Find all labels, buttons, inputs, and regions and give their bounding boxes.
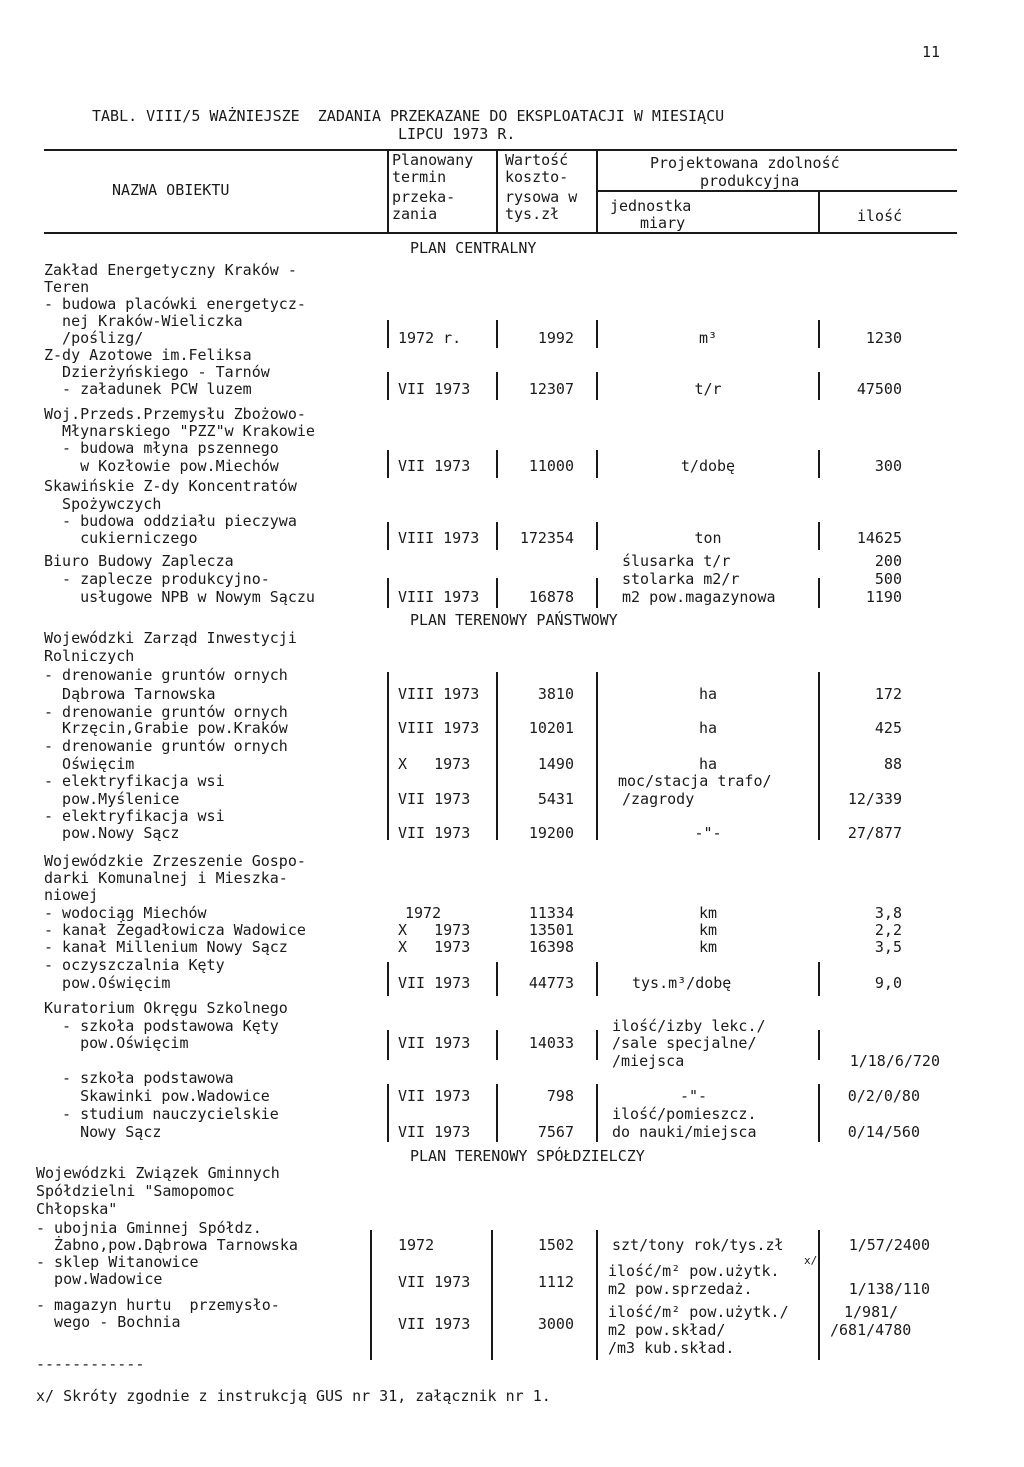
row-sep (596, 1230, 598, 1360)
unit: stolarka m2/r (622, 570, 740, 588)
term: VIII 1973 (398, 529, 480, 547)
row-sep (491, 1230, 493, 1360)
header-sep-4 (818, 192, 820, 232)
term: VIII 1973 (398, 685, 480, 703)
name-line: - szkoła podstawowa Kęty (44, 1017, 279, 1035)
value: 7567 (537, 1123, 574, 1141)
quantity: 14625 (856, 529, 902, 547)
unit: -"- (694, 824, 722, 842)
name-line: pow.Myślenice (44, 790, 180, 808)
name-line: Dzierżyńskiego - Tarnów (44, 363, 270, 381)
value: 11334 (528, 904, 574, 922)
term: X 1973 (398, 921, 471, 939)
name-line: - budowa oddziału pieczywa (44, 512, 297, 530)
row-sep (387, 672, 389, 840)
quantity: 27/877 (847, 824, 902, 842)
row-sep (387, 1084, 389, 1142)
term: VII 1973 (398, 824, 471, 842)
unit: m³ (698, 329, 718, 347)
unit: -"- (680, 1087, 708, 1105)
value: 14033 (528, 1034, 574, 1052)
unit: km (698, 938, 718, 956)
unit: /miejsca (612, 1052, 685, 1070)
name-line: pow.Oświęcim (44, 1034, 189, 1052)
name-line: Wojewódzki Zarząd Inwestycji (44, 629, 297, 647)
row-sep (596, 1030, 598, 1060)
quantity: 0/2/0/80 (847, 1087, 920, 1105)
unit: ślusarka t/r (622, 552, 731, 570)
name-line: Rolniczych (44, 647, 135, 665)
value: 1502 (537, 1236, 574, 1254)
name-line: - sklep Witanowice (36, 1253, 199, 1271)
header-term-2: termin (392, 168, 447, 186)
quantity: 2,2 (874, 921, 902, 939)
unit: ha (698, 719, 718, 737)
name-line: Krzęcin,Grabie pow.Kraków (44, 719, 288, 737)
row-sep (818, 962, 820, 996)
header-sep-2 (496, 151, 498, 232)
unit: ilość/pomieszcz. (612, 1105, 757, 1123)
term: VII 1973 (398, 380, 471, 398)
name-line: - magazyn hurtu przemysło- (36, 1296, 280, 1314)
name-line: usługowe NPB w Nowym Sączu (44, 588, 315, 606)
name-line: Biuro Budowy Zaplecza (44, 552, 234, 570)
value: 16398 (528, 938, 574, 956)
term: VII 1973 (398, 1034, 471, 1052)
unit: tys.m³/dobę (632, 974, 732, 992)
term: 1972 (405, 904, 442, 922)
name-line: Kuratorium Okręgu Szkolnego (44, 999, 288, 1017)
header-top-rule (44, 149, 957, 151)
page-number: 11 (922, 43, 941, 61)
footnote: x/ Skróty zgodnie z instrukcją GUS nr 31, załącznik nr 1. (36, 1387, 551, 1405)
header-value-1: Wartość (505, 151, 569, 169)
row-sep (370, 1230, 372, 1360)
name-line: - drenowanie gruntów ornych (44, 666, 288, 684)
name-line: Zakład Energetyczny Kraków - (44, 261, 297, 279)
table-title: TABL. VIII/5 WAŻNIEJSZE ZADANIA PRZEKAZANE DO EKSPLOATACJI W MIESIĄCU (92, 107, 725, 125)
row-sep (596, 962, 598, 996)
term: VII 1973 (398, 1087, 471, 1105)
quantity: 1/981/ (844, 1303, 899, 1321)
quantity: 172 (874, 685, 902, 703)
header-value-3: rysowa w (505, 188, 578, 206)
name-line: Wojewódzki Związek Gminnych (36, 1164, 280, 1182)
term: VII 1973 (398, 974, 471, 992)
value: 10201 (528, 719, 574, 737)
name-line: - drenowanie gruntów ornych (44, 703, 288, 721)
name-line: - budowa placówki energetycz- (44, 295, 306, 313)
name-line: Oświęcim (44, 755, 135, 773)
value: 798 (546, 1087, 574, 1105)
name-line: Skawińskie Z-dy Koncentratów (44, 477, 297, 495)
name-line: Skawinki pow.Wadowice (44, 1087, 270, 1105)
name-line: Młynarskiego "PZZ"w Krakowie (44, 422, 315, 440)
quantity: 3,8 (874, 904, 902, 922)
header-sep-1 (387, 151, 389, 232)
quantity: 1190 (865, 588, 902, 606)
unit: ton (694, 529, 722, 547)
footnote-mark: x/ (804, 1254, 818, 1267)
name-line: Żabno,pow.Dąbrowa Tarnowska (36, 1236, 298, 1254)
unit: ilość/m² pow.użytk. (608, 1262, 780, 1280)
quantity: 1230 (865, 329, 902, 347)
term: VII 1973 (398, 1315, 471, 1333)
unit: /sale specjalne/ (612, 1034, 757, 1052)
term: VIII 1973 (398, 719, 480, 737)
term: 1972 (398, 1236, 435, 1254)
row-sep (818, 578, 820, 608)
unit: m2 pow.sprzedaż. (608, 1280, 753, 1298)
header-value-4: tys.zł (505, 205, 560, 223)
name-line: - elektryfikacja wsi (44, 807, 225, 825)
capacity-subrule (598, 190, 957, 192)
term: VII 1973 (398, 1123, 471, 1141)
section-plan-spoldzielczy: PLAN TERENOWY SPÓŁDZIELCZY (410, 1147, 645, 1165)
name-line: - zaplecze produkcyjno- (44, 570, 270, 588)
quantity: 1/18/6/720 (849, 1052, 940, 1070)
header-term-4: zania (392, 205, 438, 223)
name-line: pow.Oświęcim (44, 974, 171, 992)
quantity: 47500 (856, 380, 902, 398)
unit: t/r (694, 380, 722, 398)
unit: ha (698, 755, 718, 773)
name-line: - oczyszczalnia Kęty (44, 956, 225, 974)
name-line: Nowy Sącz (44, 1123, 162, 1141)
section-plan-centralny: PLAN CENTRALNY (410, 239, 537, 257)
name-line: pow.Nowy Sącz (44, 824, 180, 842)
name-line: - kanał Millenium Nowy Sącz (44, 938, 288, 956)
name-line: Dąbrowa Tarnowska (44, 685, 216, 703)
quantity: 9,0 (874, 974, 902, 992)
row-sep (818, 372, 820, 400)
unit: /m3 kub.skład. (608, 1339, 735, 1357)
name-line: darki Komunalnej i Mieszka- (44, 869, 288, 887)
name-line: Woj.Przeds.Przemysłu Zbożowo- (44, 405, 306, 423)
row-sep (387, 1030, 389, 1060)
name-line: - załadunek PCW luzem (44, 380, 252, 398)
name-line: Teren (44, 278, 90, 296)
name-line: Chłopska" (36, 1200, 118, 1218)
name-line: niowej (44, 886, 99, 904)
name-line: - budowa młyna pszennego (44, 439, 279, 457)
header-capacity-2: produkcyjna (700, 172, 800, 190)
row-sep (818, 320, 820, 348)
row-sep (387, 320, 389, 348)
name-line: nej Kraków-Wieliczka (44, 312, 243, 330)
row-sep (387, 522, 389, 550)
unit: szt/tony rok/tys.zł (612, 1236, 784, 1254)
header-sep-3 (596, 151, 598, 232)
name-line: wego - Bochnia (36, 1313, 181, 1331)
name-line: Z-dy Azotowe im.Feliksa (44, 346, 252, 364)
name-line: - wodociąg Miechów (44, 904, 207, 922)
name-line: /poślizg/ (44, 329, 144, 347)
unit: m2 pow.magazynowa (622, 588, 776, 606)
value: 13501 (528, 921, 574, 939)
value: 12307 (528, 380, 574, 398)
quantity: 300 (874, 457, 902, 475)
name-line: Spółdzielni "Samopomoc (36, 1182, 235, 1200)
value: 3000 (537, 1315, 574, 1333)
name-line: - szkoła podstawowa (44, 1069, 234, 1087)
header-unit-2: miary (640, 214, 686, 232)
row-sep (818, 450, 820, 478)
row-sep (387, 372, 389, 400)
section-plan-terenowy: PLAN TERENOWY PAŃSTWOWY (410, 611, 618, 629)
value: 5431 (537, 790, 574, 808)
row-sep (596, 1084, 598, 1142)
name-line: cukierniczego (44, 529, 198, 547)
header-term-3: przeka- (392, 188, 456, 206)
name-line: pow.Wadowice (36, 1270, 163, 1288)
unit: /zagrody (622, 790, 695, 808)
term: VII 1973 (398, 457, 471, 475)
term: X 1973 (398, 938, 471, 956)
value: 19200 (528, 824, 574, 842)
row-sep (596, 578, 598, 608)
footnote-rule: ------------ (36, 1355, 145, 1373)
unit: m2 pow.skład/ (608, 1321, 726, 1339)
term: 1972 r. (398, 329, 462, 347)
unit: km (698, 904, 718, 922)
name-line: Wojewódzkie Zrzeszenie Gospo- (44, 852, 306, 870)
quantity: 3,5 (874, 938, 902, 956)
quantity: 200 (874, 552, 902, 570)
quantity: 12/339 (847, 790, 902, 808)
unit: moc/stacja trafo/ (618, 772, 772, 790)
name-line: - drenowanie gruntów ornych (44, 737, 288, 755)
quantity: 1/57/2400 (848, 1236, 930, 1254)
row-sep (387, 450, 389, 478)
quantity: 500 (874, 570, 902, 588)
header-unit-1: jednostka (610, 197, 692, 215)
row-sep (818, 672, 820, 840)
term: X 1973 (398, 755, 471, 773)
name-line: - elektryfikacja wsi (44, 772, 225, 790)
unit: km (698, 921, 718, 939)
name-line: Spożywczych (44, 495, 162, 513)
header-bottom-rule (44, 232, 957, 234)
value: 11000 (528, 457, 574, 475)
header-name: NAZWA OBIEKTU (112, 181, 230, 199)
header-qty: ilość (857, 207, 903, 225)
value: 172354 (519, 529, 574, 547)
value: 44773 (528, 974, 574, 992)
quantity: 425 (874, 719, 902, 737)
unit: ilość/izby lekc./ (612, 1017, 766, 1035)
quantity: 0/14/560 (847, 1123, 920, 1141)
table-title-line2: LIPCU 1973 R. (398, 125, 516, 143)
term: VIII 1973 (398, 588, 480, 606)
header-term-1: Planowany (392, 151, 474, 169)
term: VII 1973 (398, 790, 471, 808)
name-line: w Kozłowie pow.Miechów (44, 457, 279, 475)
quantity: /681/4780 (830, 1321, 912, 1339)
row-sep (387, 578, 389, 608)
value: 3810 (537, 685, 574, 703)
quantity: 1/138/110 (848, 1280, 930, 1298)
value: 1490 (537, 755, 574, 773)
term: VII 1973 (398, 1273, 471, 1291)
unit: ilość/m² pow.użytk./ (608, 1303, 789, 1321)
name-line: - kanał Żegadłowicza Wadowice (44, 921, 306, 939)
header-capacity: Projektowana zdolność (650, 154, 840, 172)
row-sep (818, 522, 820, 550)
value: 16878 (528, 588, 574, 606)
name-line: - ubojnia Gminnej Spółdz. (36, 1219, 262, 1237)
unit: t/dobę (680, 457, 736, 475)
value: 1992 (537, 329, 574, 347)
row-sep (387, 962, 389, 996)
unit: do nauki/miejsca (612, 1123, 757, 1141)
value: 1112 (537, 1273, 574, 1291)
header-value-2: koszto- (505, 168, 569, 186)
name-line: - studium nauczycielskie (44, 1105, 279, 1123)
quantity: 88 (883, 755, 902, 773)
unit: ha (698, 685, 718, 703)
